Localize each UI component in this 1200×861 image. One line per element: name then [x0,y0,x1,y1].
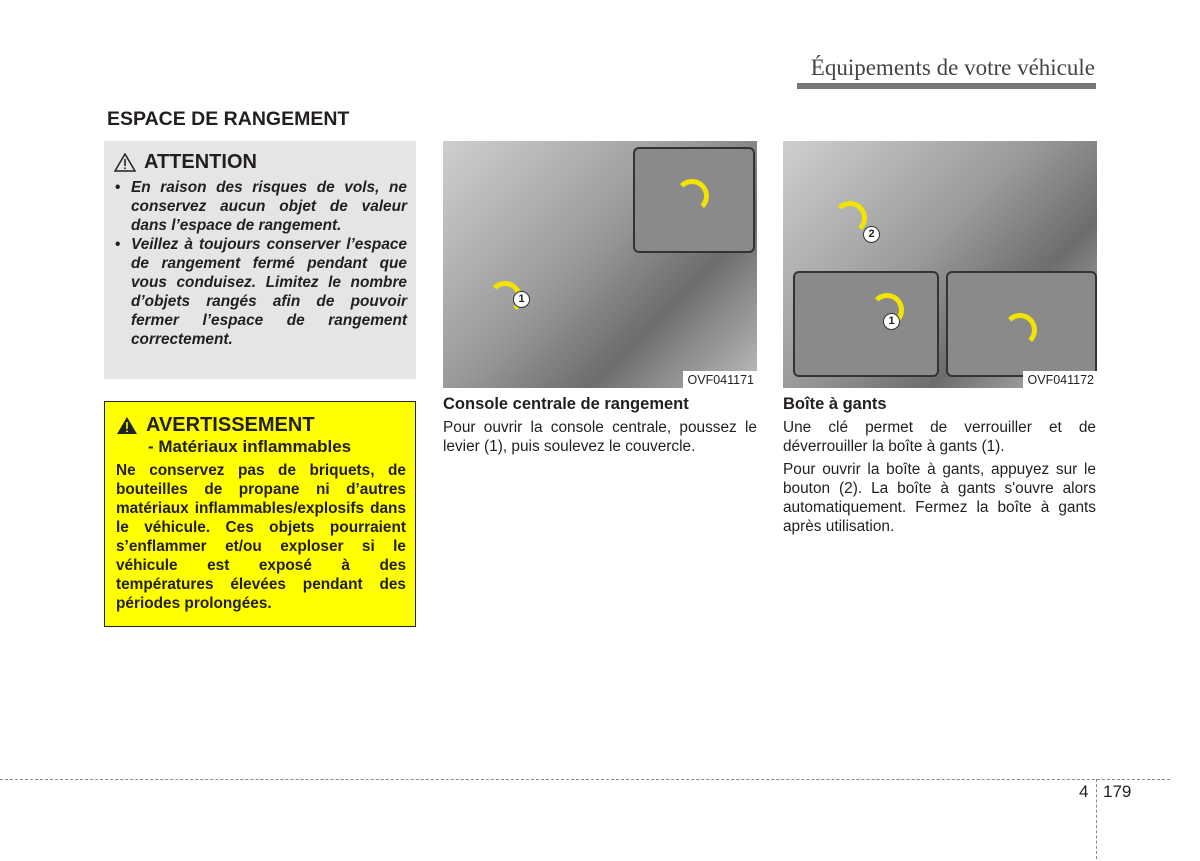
warning-title: AVERTISSEMENT [146,414,315,436]
attention-item: • Veillez à toujours conserver l’espace de rangement fermé pendant que vous conduisez. Limitez le nombre d’objets rangés afin de pouvoir fermer l’espace de rangement correctement. [114,235,407,349]
image-code: OVF041172 [1023,371,1097,388]
console-text: Pour ouvrir la console centrale, poussez le levier (1), puis soulevez le couvercle. [443,419,757,455]
attention-item: • En raison des risques de vols, ne conservez aucun objet de valeur dans l’espace de rangement. [114,178,407,235]
warning-triangle-icon [114,153,136,172]
glovebox-illustration [783,141,1097,388]
callout-1: 1 [883,313,900,330]
press-arrow-icon [833,201,867,235]
page-title: ESPACE DE RANGEMENT [107,108,350,130]
open-inset [946,271,1097,377]
lift-arrow-icon [675,179,709,213]
header-bar [797,83,1096,89]
glovebox-paragraph: Une clé permet de verrouiller et de déverrouiller la boîte à gants (1). [783,419,1096,455]
glovebox-text [783,418,1096,540]
callout-1: 1 [513,291,530,308]
warning-body: Ne conservez pas de briquets, de bouteilles de propane ni d’autres matériaux inflammables/explosifs dans le véhicule. Ces objets pourraient s’enflammer et/ou exploser si le véhicule est exposé à des températures élevées pendant des périodes prolongées. [116,462,406,612]
section-header: Équipements de votre véhicule [810,55,1095,80]
warning-heading [116,414,406,437]
open-arrow-icon [1003,313,1037,347]
page-number: 179 [1103,782,1132,801]
console-illustration [443,141,757,388]
glovebox-heading: Boîte à gants [783,395,887,413]
warning-triangle-icon [116,416,138,435]
console-heading: Console centrale de rangement [443,395,689,413]
lock-inset [793,271,939,377]
warning-box [104,401,416,627]
attention-title: ATTENTION [144,151,257,173]
image-code: OVF041171 [683,371,757,388]
attention-heading [114,151,407,174]
attention-box [104,141,416,379]
callout-2: 2 [863,226,880,243]
footer-divider [0,779,1170,780]
warning-subtitle: - Matériaux inflammables [148,437,352,456]
chapter-number: 4 [1079,782,1089,801]
glovebox-paragraph: Pour ouvrir la boîte à gants, appuyez sur le bouton (2). La boîte à gants s'ouvre alors automatiquement. Fermez la boîte à gants après utilisation. [783,461,1096,535]
footer-vertical-divider [1096,779,1097,859]
lever-inset [633,147,755,253]
